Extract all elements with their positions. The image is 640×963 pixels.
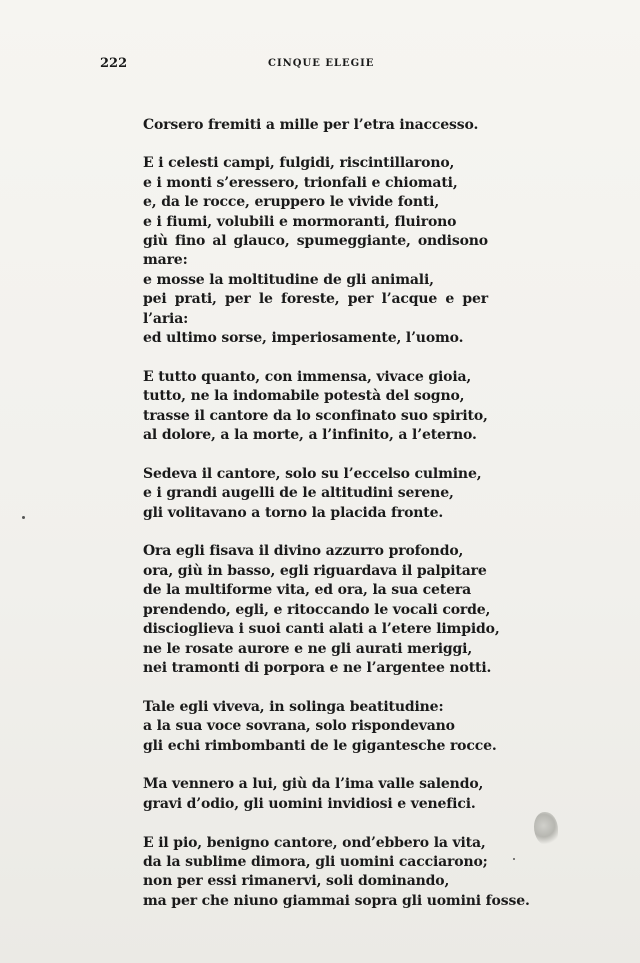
- ink-speck: [513, 858, 515, 860]
- poem-line: gli volitavano a torno la placida fronte.: [143, 504, 444, 521]
- poem-line: a la sua voce sovrana, solo rispondevano: [143, 718, 455, 735]
- poem-line: gravi d’odio, gli uomini invidiosi e venefici.: [143, 795, 476, 812]
- poem-line: Tale egli viveva, in solinga beatitudine:: [143, 698, 444, 715]
- stanza-6: [143, 775, 488, 814]
- poem-line: e mosse la moltitudine de gli animali,: [143, 271, 434, 288]
- poem-line: e i grandi augelli de le altitudini serene,: [143, 485, 454, 502]
- stanza-5: [143, 698, 497, 756]
- poem-line: ma per che niuno giammai sopra gli uomini fosse.: [143, 892, 530, 909]
- poem-line: al dolore, a la morte, a l’infinito, a l’eterno.: [143, 427, 477, 444]
- poem-line: e i monti s’eressero, trionfali e chiomati,: [143, 174, 458, 191]
- stanza-1: [143, 154, 488, 348]
- page-number: 222: [100, 56, 128, 71]
- poem-first-line: Corsero fremiti a mille per l’etra inaccesso.: [143, 117, 479, 133]
- poem-line: ora, giù in basso, egli riguardava il palpitare: [143, 562, 487, 579]
- poem-line: da la sublime dimora, gli uomini cacciarono;: [143, 853, 488, 870]
- poem-line: non per essi rimanervi, soli dominando,: [143, 873, 450, 890]
- poem-line: E tutto quanto, con immensa, vivace gioia,: [143, 368, 472, 385]
- stanza-2: [143, 368, 488, 446]
- stanza-3: [143, 465, 488, 523]
- poem-line: Ma vennero a lui, giù da l’ima valle salendo,: [143, 776, 484, 793]
- poem-line: Sedeva il cantore, solo su l’eccelso culmine,: [143, 465, 482, 482]
- poem-line: trasse il cantore da lo sconfinato suo spirito,: [143, 407, 488, 424]
- ink-speck: [22, 516, 25, 519]
- poem-line: giù fino al glauco, spumeggiante, ondisono mare:: [143, 233, 488, 269]
- stanza-4: [143, 542, 500, 678]
- page-header: [100, 56, 480, 76]
- poem-line: ne le rosate aurore e ne gli aurati meriggi,: [143, 640, 473, 657]
- poem-line: ed ultimo sorse, imperiosamente, l’uomo.: [143, 330, 464, 347]
- poem-line: e i fiumi, volubili e mormoranti, fluirono: [143, 213, 457, 230]
- poem-text: [143, 116, 530, 931]
- poem-line: discioglieva i suoi canti alati a l’etere limpido,: [143, 621, 500, 638]
- poem-line: prendendo, egli, e ritoccando le vocali corde,: [143, 601, 491, 618]
- poem-line: pei prati, per le foreste, per l’acque e per l’aria:: [143, 291, 488, 327]
- poem-line: tutto, ne la indomabile potestà del sogno,: [143, 388, 465, 405]
- poem-line: e, da le rocce, eruppero le vivide fonti,: [143, 194, 440, 211]
- poem-line: E il pio, benigno cantore, ond’ebbero la vita,: [143, 834, 486, 851]
- poem-line: nei tramonti di porpora e ne l’argentee notti.: [143, 659, 492, 676]
- paper-stain: [534, 812, 558, 846]
- poem-line: de la multiforme vita, ed ora, la sua cetera: [143, 582, 472, 599]
- running-title: CINQUE ELEGIE: [268, 58, 375, 69]
- poem-line: gli echi rimbombanti de le gigantesche rocce.: [143, 737, 497, 754]
- poem-line: E i celesti campi, fulgidi, riscintillarono,: [143, 155, 455, 172]
- poem-line: Ora egli fisava il divino azzurro profondo,: [143, 543, 464, 560]
- stanza-7: [143, 834, 530, 912]
